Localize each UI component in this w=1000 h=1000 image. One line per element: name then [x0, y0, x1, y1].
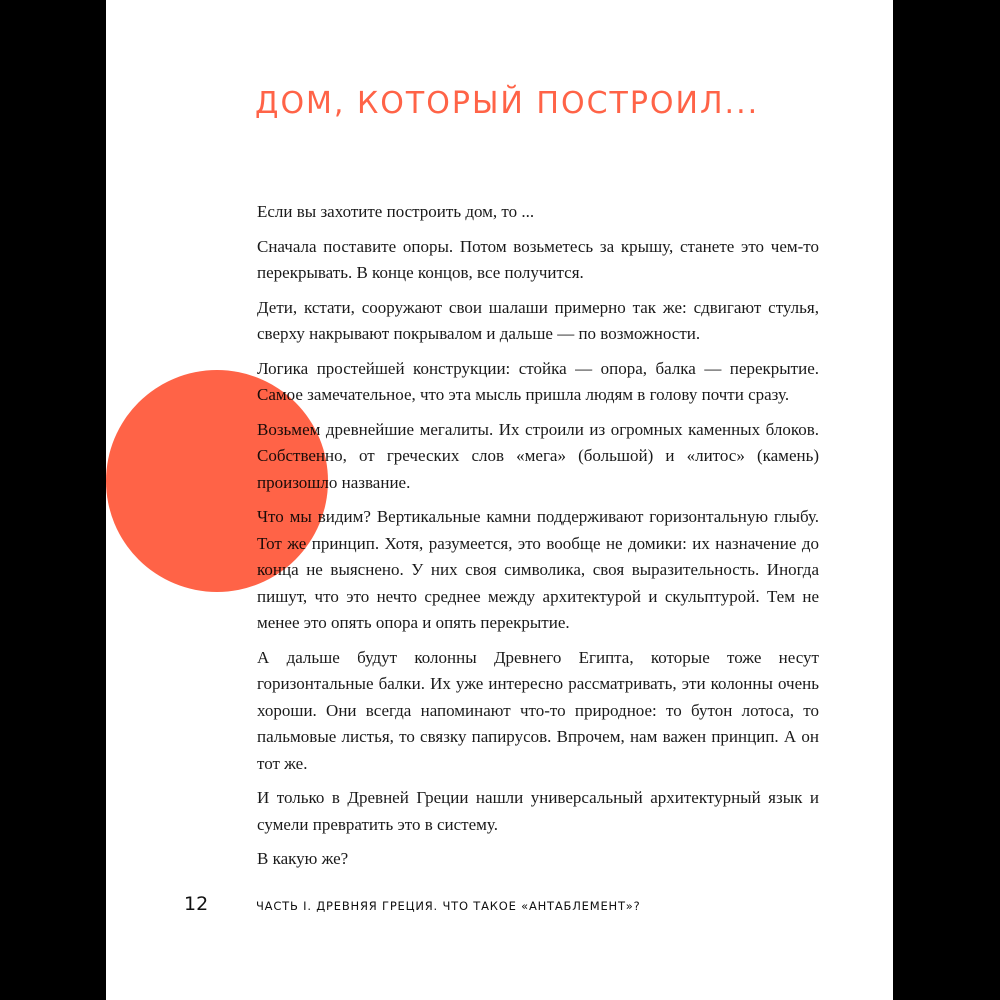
paragraph: Если вы захотите построить дом, то ...: [257, 202, 535, 221]
book-page: [106, 0, 893, 1000]
paragraph: А дальше будут колонны Древнего Египта, которые тоже несут горизонтальные балки. Их уже интересно рассматривать, эти колонны очень хороши. Они всегда напоминают что-то природное: то бутон лотоса, то пальмовые листья, то связку папирусов. Впрочем, нам важен принцип. А он тот же.: [257, 647, 819, 773]
paragraph: В какую же?: [257, 849, 349, 868]
page-number: 12: [184, 893, 209, 915]
paragraph: И только в Древней Греции нашли универсальный архитектурный язык и сумели превратить это в систему.: [257, 788, 819, 834]
running-head: ЧАСТЬ I. ДРЕВНЯЯ ГРЕЦИЯ. ЧТО ТАКОЕ «АНТАБЛЕМЕНТ»?: [256, 899, 641, 913]
paragraph: Сначала поставите опоры. Потом возьметесь за крышу, станете это чем-то перекрывать. В конце концов, все получится.: [257, 236, 819, 282]
paragraph: Что мы видим? Вертикальные камни поддерживают горизонтальную глыбу. Тот же принцип. Хотя, разумеется, это вообще не домики: их назначение до конца не выяснено. У них своя символика, своя выразительность. Иногда пишут, что это нечто среднее между архитектурой и скульптурой. Тем не менее это опять опора и опять перекрытие.: [257, 507, 819, 632]
paragraph: Логика простейшей конструкции: стойка — опора, балка — перекрытие. Самое замечательное, что эта мысль пришла людям в голову почти сразу.: [257, 358, 819, 404]
paragraph: Дети, кстати, сооружают свои шалаши примерно так же: сдвигают стулья, сверху накрывают покрывалом и дальше — по возможности.: [257, 297, 819, 343]
chapter-title: ДОМ, КОТОРЫЙ ПОСТРОИЛ...: [255, 86, 760, 121]
body-text: [257, 199, 819, 881]
paragraph: Возьмем древнейшие мегалиты. Их строили из огромных каменных блоков. Собственно, от греческих слов «мега» (большой) и «литос» (камень) произошло название.: [257, 419, 819, 492]
